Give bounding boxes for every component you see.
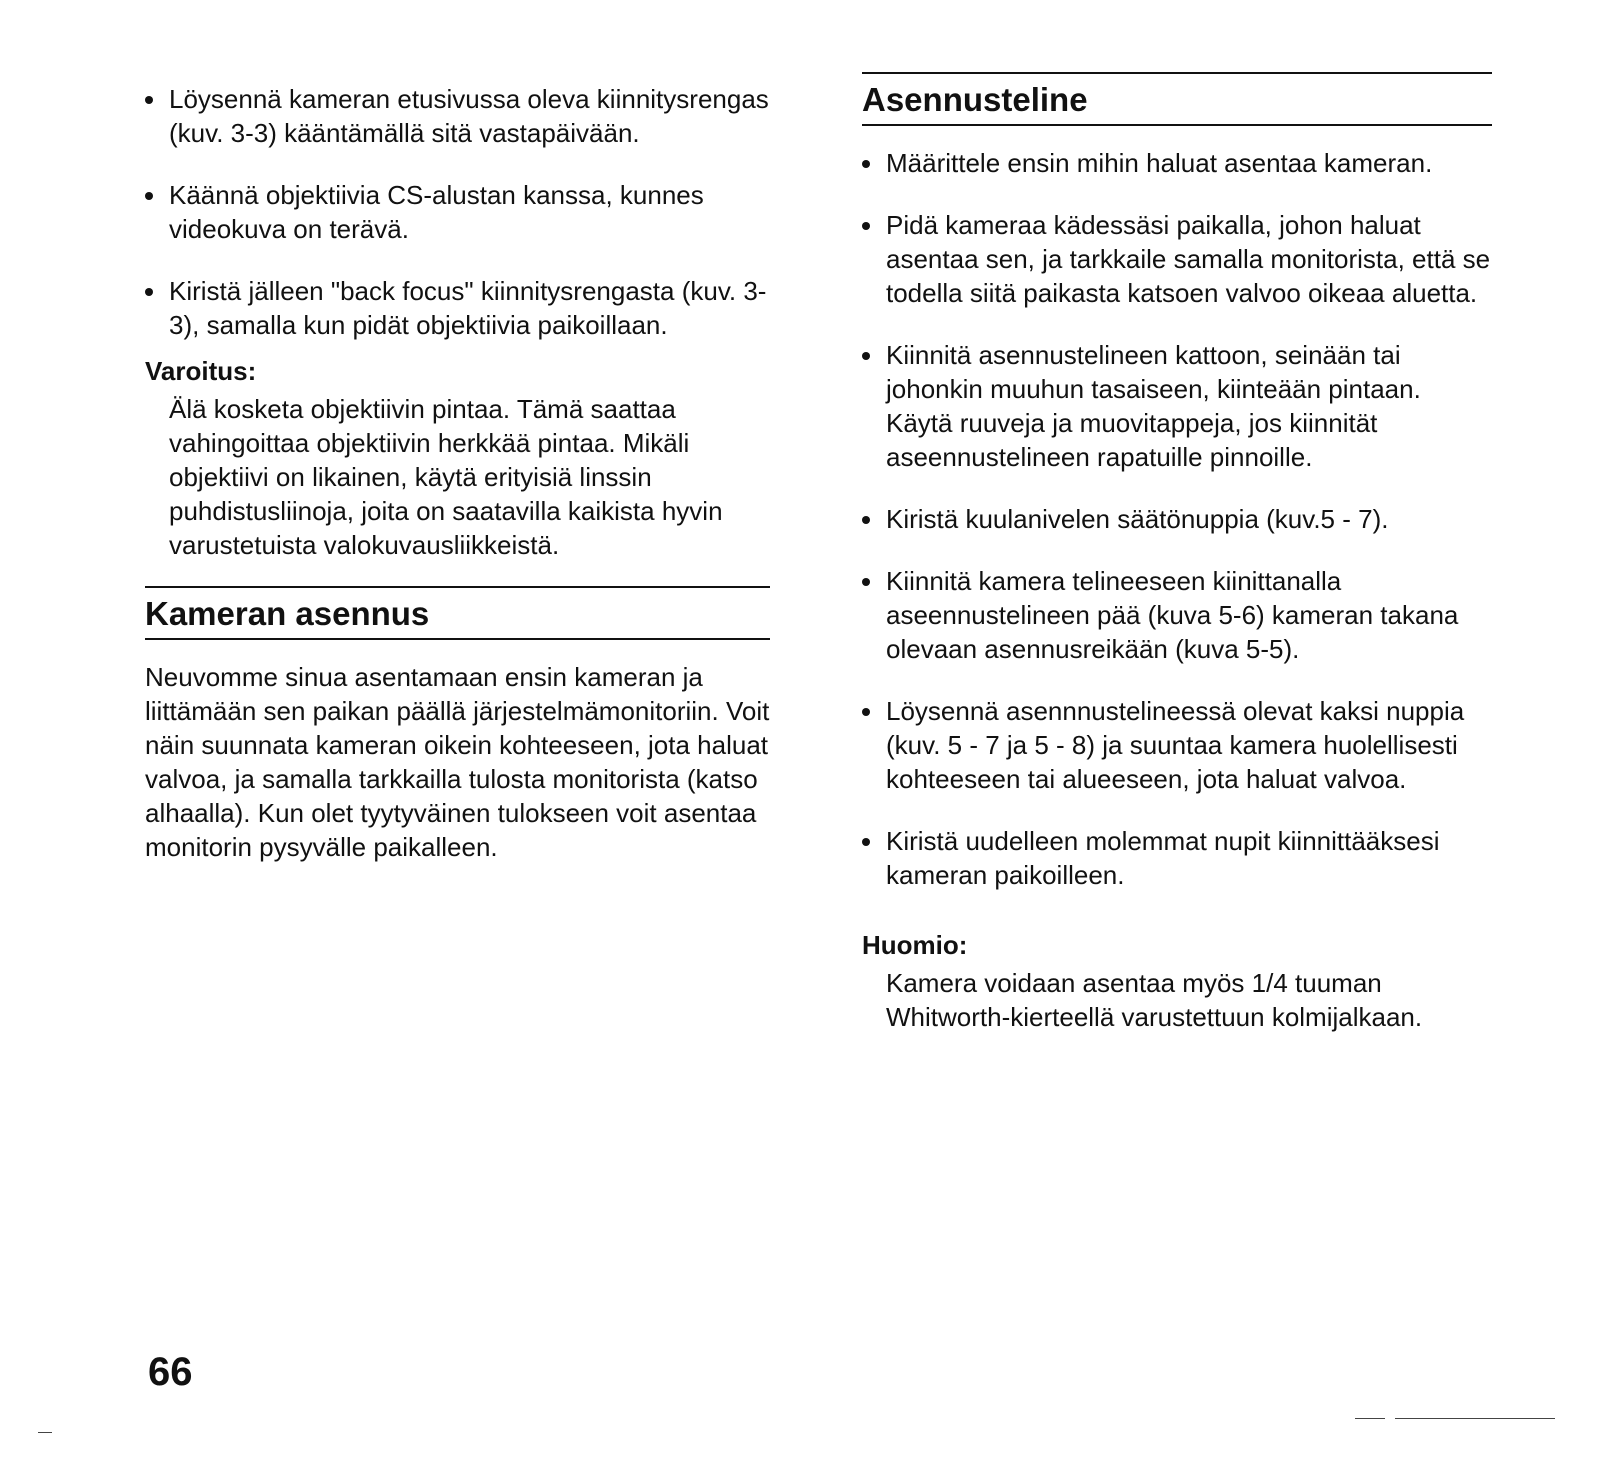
page-number: 66 (148, 1350, 193, 1394)
section-paragraph: Neuvomme sinua asentamaan ensin kameran ja liittämään sen paikan päällä järjestelmämonitoriin. Voit näin suunnata kameran oikein kohteeseen, jota haluat valvoa, ja samalla tarkkailla tulosta monitorista (katso alhaalla). Kun olet tyytyväinen tulokseen voit asentaa monitorin pysyvälle paikalleen. (145, 662, 770, 862)
list-item: Kiristä jälleen "back focus" kiinnitysrengasta (kuv. 3-3), samalla kun pidät objektiivia paikoillaan. (145, 274, 770, 342)
list-item: Löysennä asennnustelineessä olevat kaksi nuppia (kuv. 5 - 7 ja 5 - 8) ja suuntaa kamera huolellisesti kohteeseen tai alueeseen, jota haluat valvoa. (862, 694, 1492, 796)
right-column (862, 72, 1492, 1034)
bullet-icon (862, 578, 870, 586)
bullet-icon (145, 192, 153, 200)
bullet-icon (862, 708, 870, 716)
list-item: Määrittele ensin mihin haluat asentaa kameran. (862, 146, 1492, 180)
left-bullet-list (145, 82, 770, 342)
section-header (145, 586, 770, 640)
bullet-icon (145, 288, 153, 296)
list-item: Kiinnitä kamera telineeseen kiinittanalla aseennustelineen pää (kuva 5-6) kameran takana olevaan asennusreikään (kuva 5-5). (862, 564, 1492, 666)
bullet-icon (862, 838, 870, 846)
warning-text: Älä kosketa objektiivin pintaa. Tämä saattaa vahingoittaa objektiivin herkkää pintaa. Mikäli objektiivi on likainen, käytä erityisiä linssin puhdistusliinoja, joita on saatavilla kaikista hyvin varustetuista valokuvausliikkeistä. (169, 394, 723, 560)
scan-artifact-line (1355, 1418, 1385, 1419)
bullet-icon (862, 516, 870, 524)
list-item: Käännä objektiivia CS-alustan kanssa, kunnes videokuva on terävä. (145, 178, 770, 246)
bullet-icon (862, 160, 870, 168)
scan-artifact-line (38, 1432, 52, 1433)
list-item: Kiristä kuulanivelen säätönuppia (kuv.5 - 7). (862, 502, 1492, 536)
right-bullet-list (862, 146, 1492, 892)
list-item: Löysennä kameran etusivussa oleva kiinnitysrengas (kuv. 3-3) kääntämällä sitä vastapäivään. (145, 82, 770, 150)
left-column (145, 82, 770, 864)
section-title: Kameran asennus (145, 595, 430, 632)
scan-artifact-line (1395, 1418, 1555, 1419)
note-heading: Huomio: (862, 930, 968, 960)
bullet-icon (862, 222, 870, 230)
list-item: Kiinnitä asennustelineen kattoon, seinään tai johonkin muuhun tasaiseen, kiinteään pintaan. Käytä ruuveja ja muovitappeja, jos kiinnität aseennustelineen rapatuille pinnoille. (862, 338, 1492, 474)
section-title: Asennusteline (862, 81, 1088, 118)
list-item: Kiristä uudelleen molemmat nupit kiinnittääksesi kameran paikoilleen. (862, 824, 1492, 892)
note-text: Kamera voidaan asentaa myös 1/4 tuuman Whitworth-kierteellä varustettuun kolmijalkaan. (886, 968, 1423, 1032)
section-header (862, 72, 1492, 126)
warning-heading: Varoitus: (145, 356, 257, 386)
list-item: Pidä kameraa kädessäsi paikalla, johon haluat asentaa sen, ja tarkkaile samalla monitorista, että se todella siitä paikasta katsoen valvoo oikeaa aluetta. (862, 208, 1492, 310)
bullet-icon (145, 96, 153, 104)
bullet-icon (862, 352, 870, 360)
